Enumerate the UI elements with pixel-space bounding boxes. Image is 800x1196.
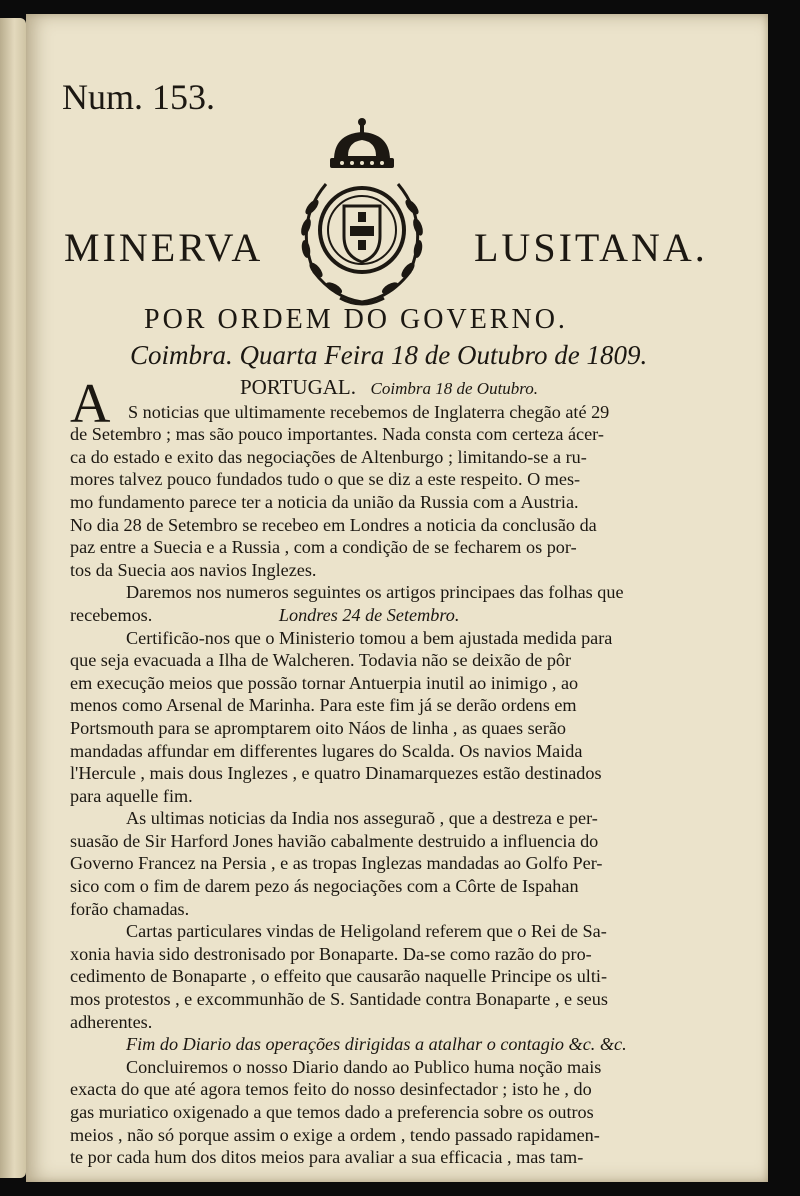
text-line: Portsmouth para se apromptarem oito Náos de linha , as quaes serão	[70, 717, 566, 738]
text-line: de Setembro ; mas são pouco importantes. Nada consta com certeza ácer-	[70, 424, 604, 445]
text-line: gas muriatico oxigenado a que temos dado a preferencia sobre os outros	[70, 1102, 594, 1122]
text-line: S noticias que ultimamente recebemos de Inglaterra chegão até 29	[128, 401, 610, 422]
text-line: suasão de Sir Harford Jones havião cabalmente destruido a influencia do	[70, 830, 599, 851]
masthead-right: LUSITANA.	[474, 225, 708, 270]
masthead-left: MINERVA	[64, 225, 264, 270]
text-line: ca do estado e exito das negociações de Altenburgo ; limitando-se a ru-	[70, 446, 587, 467]
london-dateline: Londres 24 de Setembro.	[278, 604, 460, 625]
text-line: Daremos nos numeros seguintes os artigos principaes das folhas que	[126, 582, 624, 603]
text-line: Certificão-nos que o Ministerio tomou a bem ajustada medida para	[126, 627, 613, 648]
text-line: mo fundamento parece ter a noticia da união da Russia com a Austria.	[70, 491, 579, 512]
article-body	[70, 373, 710, 1169]
text-line: recebemos.	[70, 604, 153, 625]
text-line: l'Hercule , mais dous Inglezes , e quatro Dinamarquezes estão destinados	[70, 763, 602, 784]
text-line: mores talvez pouco fundados tudo o que se diz a este respeito. O mes-	[70, 469, 581, 490]
text-line: para aquelle fim.	[70, 785, 193, 806]
section-subheading: Fim do Diario das operações dirigidas a atalhar o contagio &c. &c.	[126, 1034, 627, 1055]
newspaper-page	[26, 14, 768, 1182]
text-line: paz entre a Suecia e a Russia , com a condição de se fecharem os por-	[70, 537, 577, 558]
paragraph-1	[70, 423, 710, 1169]
text-line-with-dateline	[70, 604, 710, 627]
dateline: Coimbra. Quarta Feira 18 de Outubro de 1809.	[130, 340, 648, 370]
text-line: meios , não só porque assim o exige a ordem , tendo passado rapidamen-	[70, 1124, 600, 1145]
royal-coat-of-arms-icon	[284, 112, 440, 312]
text-line: te por cada hum dos ditos meios para avaliar a sua efficacia , mas tam-	[70, 1147, 584, 1168]
subtitle: POR ORDEM DO GOVERNO.	[144, 304, 568, 335]
section-heading-line	[128, 376, 710, 401]
text-line: tos da Suecia aos navios Inglezes.	[70, 559, 317, 580]
text-line: Governo Francez na Persia , e as tropas Inglezas mandadas ao Golfo Per-	[70, 853, 603, 874]
text-line: menos como Arsenal de Marinha. Para este fim já se derão ordens em	[70, 695, 577, 716]
issue-number: Num. 153.	[62, 77, 215, 117]
text-line: cedimento de Bonaparte , o effeito que causarão naquelle Principe os ulti-	[70, 966, 608, 987]
drop-cap: A	[70, 373, 111, 435]
text-line: Cartas particulares vindas de Heligoland referem que o Rei de Sa-	[126, 921, 607, 942]
section-heading: PORTUGAL.	[240, 375, 356, 399]
text-line: forão chamadas.	[70, 898, 190, 919]
text-line: que seja evacuada a Ilha de Walcheren. Todavia não se deixão de pôr	[70, 650, 572, 671]
section-heading-place: Coimbra 18 de Outubro.	[370, 379, 539, 398]
text-line: em execução meios que possão tornar Antuerpia inutil ao inimigo , ao	[70, 672, 579, 693]
text-line: xonia havia sido destronisado por Bonaparte. Da-se como razão do pro-	[70, 943, 592, 964]
text-line: As ultimas noticias da India nos asseguraõ , que a destreza e per-	[126, 808, 598, 829]
text-line: mos protestos , e excommunhão de S. Santidade contra Bonaparte , e seus	[70, 989, 608, 1010]
text-line: exacta do que até agora temos feito do nosso desinfectador ; isto he , do	[70, 1079, 592, 1100]
text-line: Concluiremos o nosso Diario dando ao Publico huma noção mais	[126, 1056, 602, 1077]
text-line: sico com o fim de darem pezo ás negociações com a Côrte de Ispahan	[70, 876, 579, 897]
text-line: No dia 28 de Setembro se recebeo em Londres a noticia da conclusão da	[70, 514, 597, 535]
text-line: adherentes.	[70, 1011, 153, 1032]
adjacent-page-edge	[0, 18, 26, 1178]
text-line: mandadas affundar em differentes lugares do Scalda. Os navios Maida	[70, 740, 583, 761]
